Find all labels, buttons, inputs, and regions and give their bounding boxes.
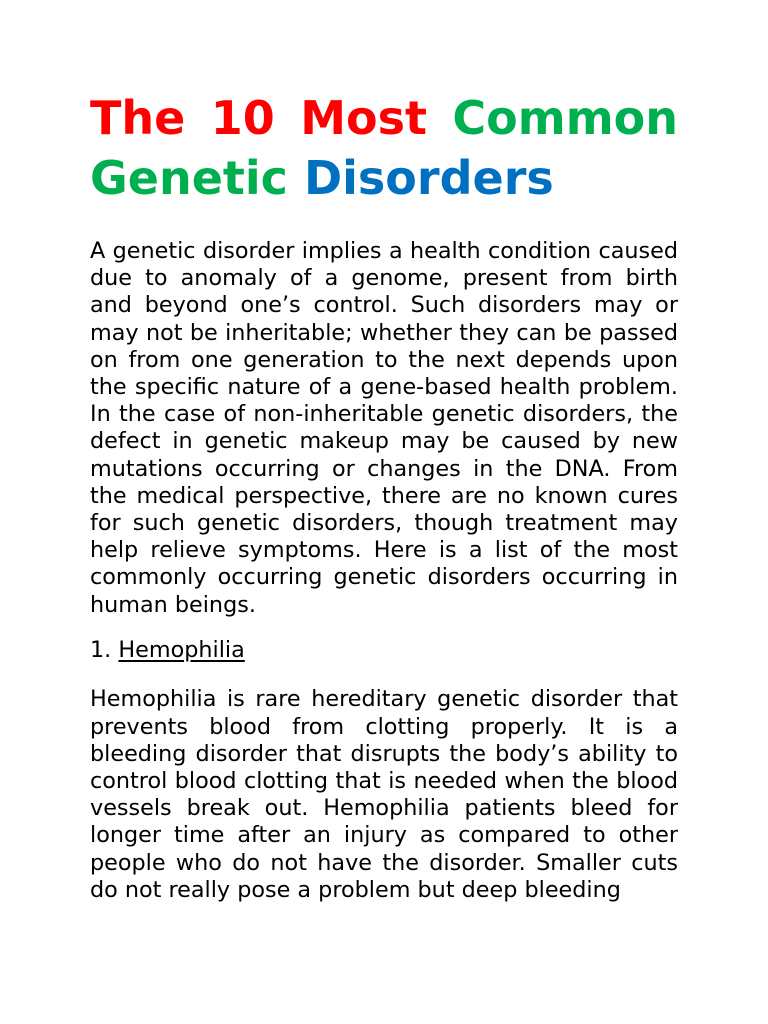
title-word-common: Common	[452, 91, 678, 145]
document-content	[90, 88, 678, 904]
title-line-1	[90, 88, 678, 148]
title-word-disorders: Disorders	[303, 151, 554, 205]
title-line-2	[90, 148, 678, 208]
section-title-link[interactable]: Hemophilia	[118, 636, 245, 663]
section-number: 1.	[90, 636, 112, 663]
intro-paragraph: A genetic disorder implies a health condition caused due to anomaly of a genome, present from birth and beyond one’s control. Such disorders may or may not be inheritable; whether they can be passed on from one generation to the next depends upon the specific nature of a gene-based health problem. In the case of non-inheritable genetic disorders, the defect in genetic makeup may be caused by new mutations occurring or changes in the DNA. From the medical perspective, there are no known cures for such genetic disorders, though treatment may help relieve symptoms. Here is a list of the most commonly occurring genetic disorders occurring in human beings.	[90, 238, 678, 618]
hemophilia-paragraph: Hemophilia is rare hereditary genetic disorder that prevents blood from clotting properly. It is a bleeding disorder that disrupts the body’s ability to control blood clotting that is needed when the blood vessels break out. Hemophilia patients bleed for longer time after an injury as compared to other people who do not have the disorder. Smaller cuts do not really pose a problem but deep bleeding	[90, 686, 678, 903]
document-title	[90, 88, 678, 208]
section-heading-hemophilia	[90, 637, 678, 664]
title-word-10: 10	[210, 91, 275, 145]
title-word-genetic: Genetic	[90, 151, 288, 205]
title-word-the: The	[90, 91, 186, 145]
title-word-most: Most	[300, 91, 427, 145]
